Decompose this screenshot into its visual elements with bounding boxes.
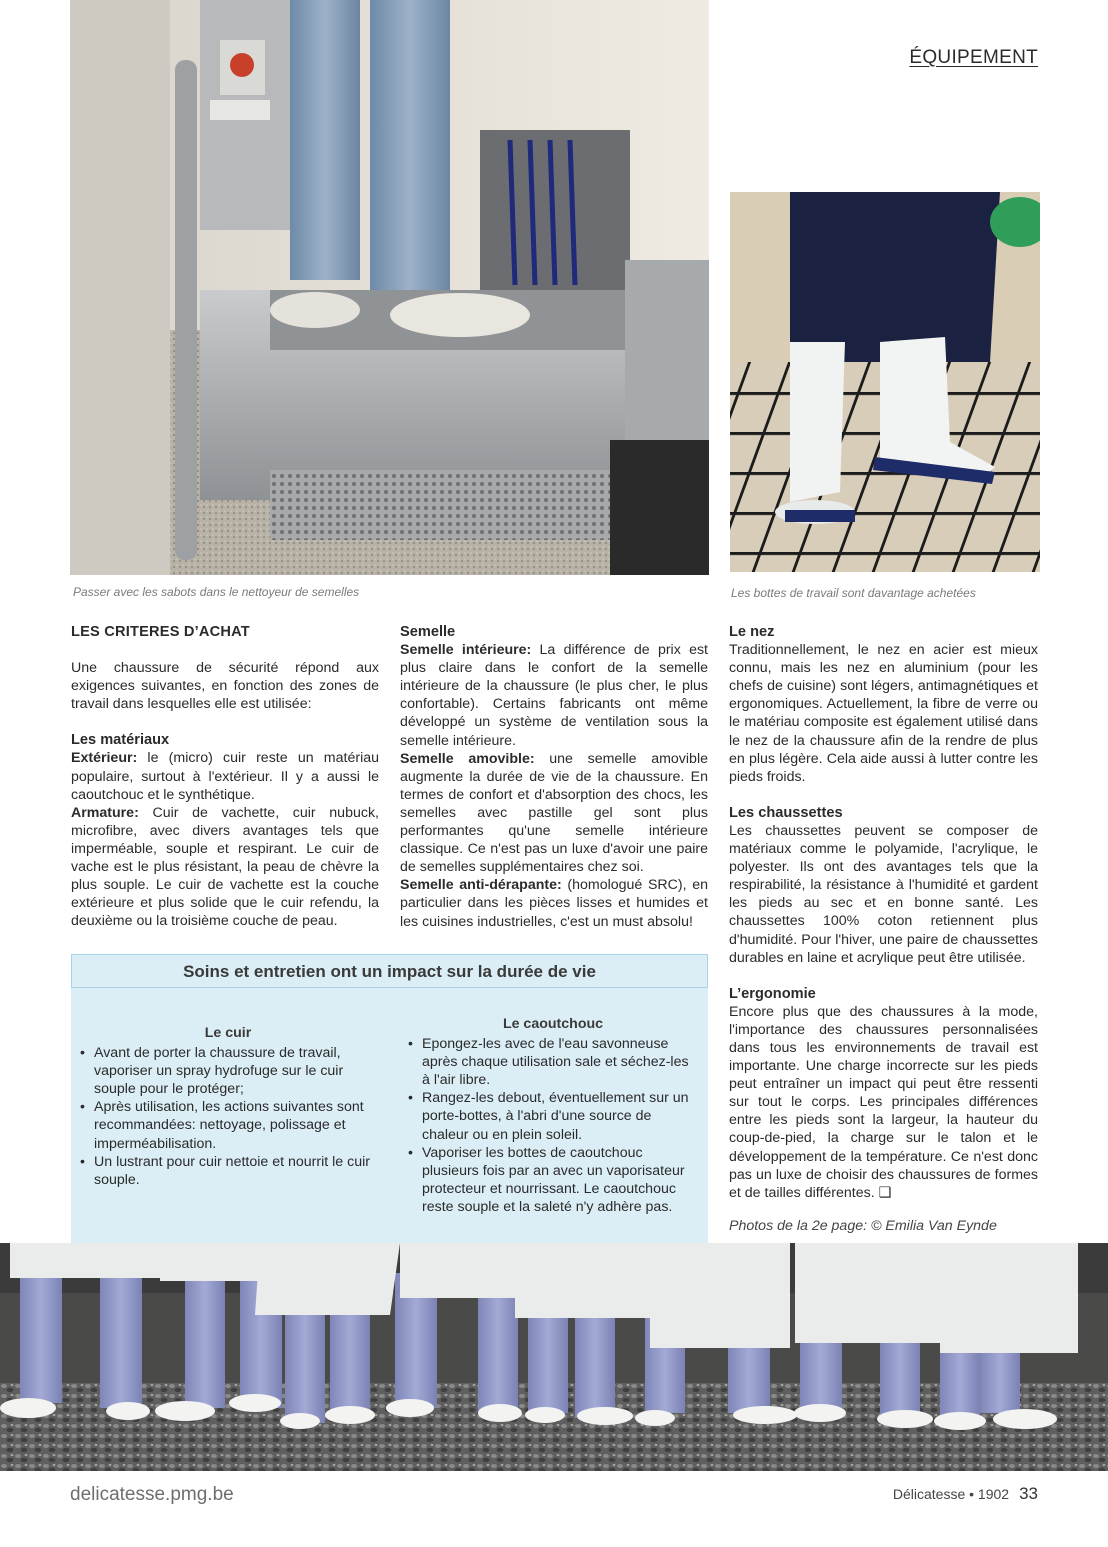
ergonomics-text: Encore plus que des chaussures à la mode, l'importance des chaussures personnalisées dans tous les environnements de travail est importante. Une charge incorrecte sur les pieds peut entraîner un impact qui peut être ressenti sur tout le corps. Les principales différences entre les pieds sont la largeur, la hauteur du coup-de-pied, la charge sur le talon et le développement de la température. Ce n'est donc pas un luxe de choisir des chaussures de formes et de tailles différentes.	[729, 1003, 1038, 1201]
socks-heading: Les chaussettes	[729, 804, 843, 821]
list-item: • Après utilisation, les actions suivantes sont recommandées: nettoyage, polissage et imperméabilisation.	[80, 1098, 376, 1152]
page-number: 33	[1019, 1484, 1038, 1503]
list-item: • Epongez-les avec de l'eau savonneuse après chaque utilisation sale et séchez-les à l'air libre.	[408, 1035, 698, 1089]
page-footer	[893, 1484, 1038, 1504]
armature-paragraph	[71, 804, 379, 931]
end-mark: ❑	[878, 1184, 892, 1201]
removable-sole-text: une semelle amovible augmente la durée de vie de la chaussure. En termes de confort et d'absorption des chocs, les semelles avec pastille gel sont plus performantes qu'une semelle intérieure classique. Ce n'est pas un luxe d'avoir une paire de semelles supplémentaires chez soi.	[400, 750, 708, 876]
leather-care	[80, 1024, 376, 1189]
white-boots-photo	[730, 192, 1040, 572]
list-item: • Avant de porter la chaussure de travail, vaporiser un spray hydrofuge sur le cuir souple pour le protéger;	[80, 1044, 376, 1098]
workers-legs-photo	[0, 1243, 1108, 1471]
armature-label: Armature:	[71, 804, 139, 821]
rubber-care	[408, 1015, 698, 1216]
inner-sole-label: Semelle intérieure:	[400, 642, 532, 659]
exterior-text: le (micro) cuir reste un matériau populaire, surtout à l'extérieur. Il y a aussi le caoutchouc et le synthétique.	[71, 750, 379, 803]
photo-credit: Photos de la 2e page: © Emilia Van Eynde	[729, 1218, 997, 1234]
rubber-list	[408, 1035, 698, 1216]
antislip-sole-paragraph	[400, 876, 708, 930]
sole-cleaner-photo	[70, 0, 709, 575]
sole-heading: Semelle	[400, 624, 456, 640]
antislip-sole-text: (homologué SRC), en particulier dans les pièces lisses et humides et les cuisines industrielles, c'est un must absolu!	[400, 877, 708, 930]
nose-heading: Le nez	[729, 624, 775, 640]
inner-sole-paragraph	[400, 641, 708, 750]
antislip-sole-label: Semelle anti-dérapante:	[400, 877, 562, 894]
exterior-label: Extérieur:	[71, 750, 138, 767]
care-box	[71, 954, 708, 1244]
list-item: • Un lustrant pour cuir nettoie et nourrit le cuir souple.	[80, 1153, 376, 1189]
criteria-intro: Une chaussure de sécurité répond aux exigences suivantes, en fonction des zones de travail dans lesquelles elle est utilisée:	[71, 660, 379, 713]
ergonomics-paragraph	[729, 1003, 1038, 1202]
leather-list	[80, 1044, 376, 1189]
materials-heading: Les matériaux	[71, 732, 170, 749]
leather-heading: Le cuir	[204, 1025, 252, 1041]
list-item: • Rangez-les debout, éventuellement sur un porte-bottes, à l'abri d'une source de chaleur ou en plein soleil.	[408, 1089, 698, 1143]
criteria-heading: LES CRITERES D’ACHAT	[71, 624, 250, 640]
removable-sole-paragraph	[400, 750, 708, 877]
list-item: • Vaporiser les bottes de caoutchouc plusieurs fois par an avec un vaporisateur protecteur et nourrissant. Le caoutchouc reste souple et la saleté n'y adhère pas.	[408, 1144, 698, 1216]
armature-text: Cuir de vachette, cuir nubuck, microfibre, avec divers avantages tels que imperméable, souple et respirant. Le cuir de vache est le plus résistant, la peau de chèvre la plus souple. Le cuir de vachette est la couche extérieure et plus solide que le cuir refendu, la deuxième ou la troisième couche de peau.	[71, 804, 379, 930]
removable-sole-label: Semelle amovible:	[400, 750, 535, 767]
magazine-issue: Délicatesse • 1902	[892, 1486, 1010, 1502]
sole-cleaner-caption: Passer avec les sabots dans le nettoyeur de semelles	[73, 585, 360, 599]
ergonomics-heading: L’ergonomie	[729, 985, 816, 1002]
section-label: ÉQUIPEMENT	[909, 47, 1038, 68]
rubber-heading: Le caoutchouc	[502, 1016, 604, 1032]
column-nose-socks	[729, 623, 1038, 1202]
socks-text: Les chaussettes peuvent se composer de matériaux comme le polyamide, l'acrylique, le polyester. Ils ont des avantages tels que la respirabilité, la résistance à l'humidité et gardent les pieds au sec et en bonne santé. Les chaussettes 100% coton retiennent plus d'humidité. Pour l'hiver, une paire de chaussettes durables en laine et acrylique peut être utilisée.	[729, 822, 1038, 966]
inner-sole-text: La différence de prix est plus claire dans le confort de la semelle intérieure de la chaussure (le plus cher, le plus confortable). Certains fabricants ont même développé un système de ventilation sous la semelle intérieure.	[400, 642, 708, 749]
column-sole	[400, 623, 708, 931]
website-link[interactable]: delicatesse.pmg.be	[70, 1484, 234, 1505]
care-box-title: Soins et entretien ont un impact sur la durée de vie	[183, 962, 596, 981]
column-criteria	[71, 623, 379, 930]
white-boots-caption: Les bottes de travail sont davantage achetées	[731, 586, 976, 600]
nose-text: Traditionnellement, le nez en acier est mieux connu, mais les nez en aluminium (pour les chefs de cuisine) sont légers, antimagnétiques et ergonomiques. Actuellement, la fibre de verre ou le matériau composite est également utilisé dans le nez de la chaussure afin de la rendre de plus en plus légère. Cela aide aussi à lutter contre les pieds froids.	[729, 642, 1038, 785]
exterior-paragraph	[71, 749, 379, 803]
